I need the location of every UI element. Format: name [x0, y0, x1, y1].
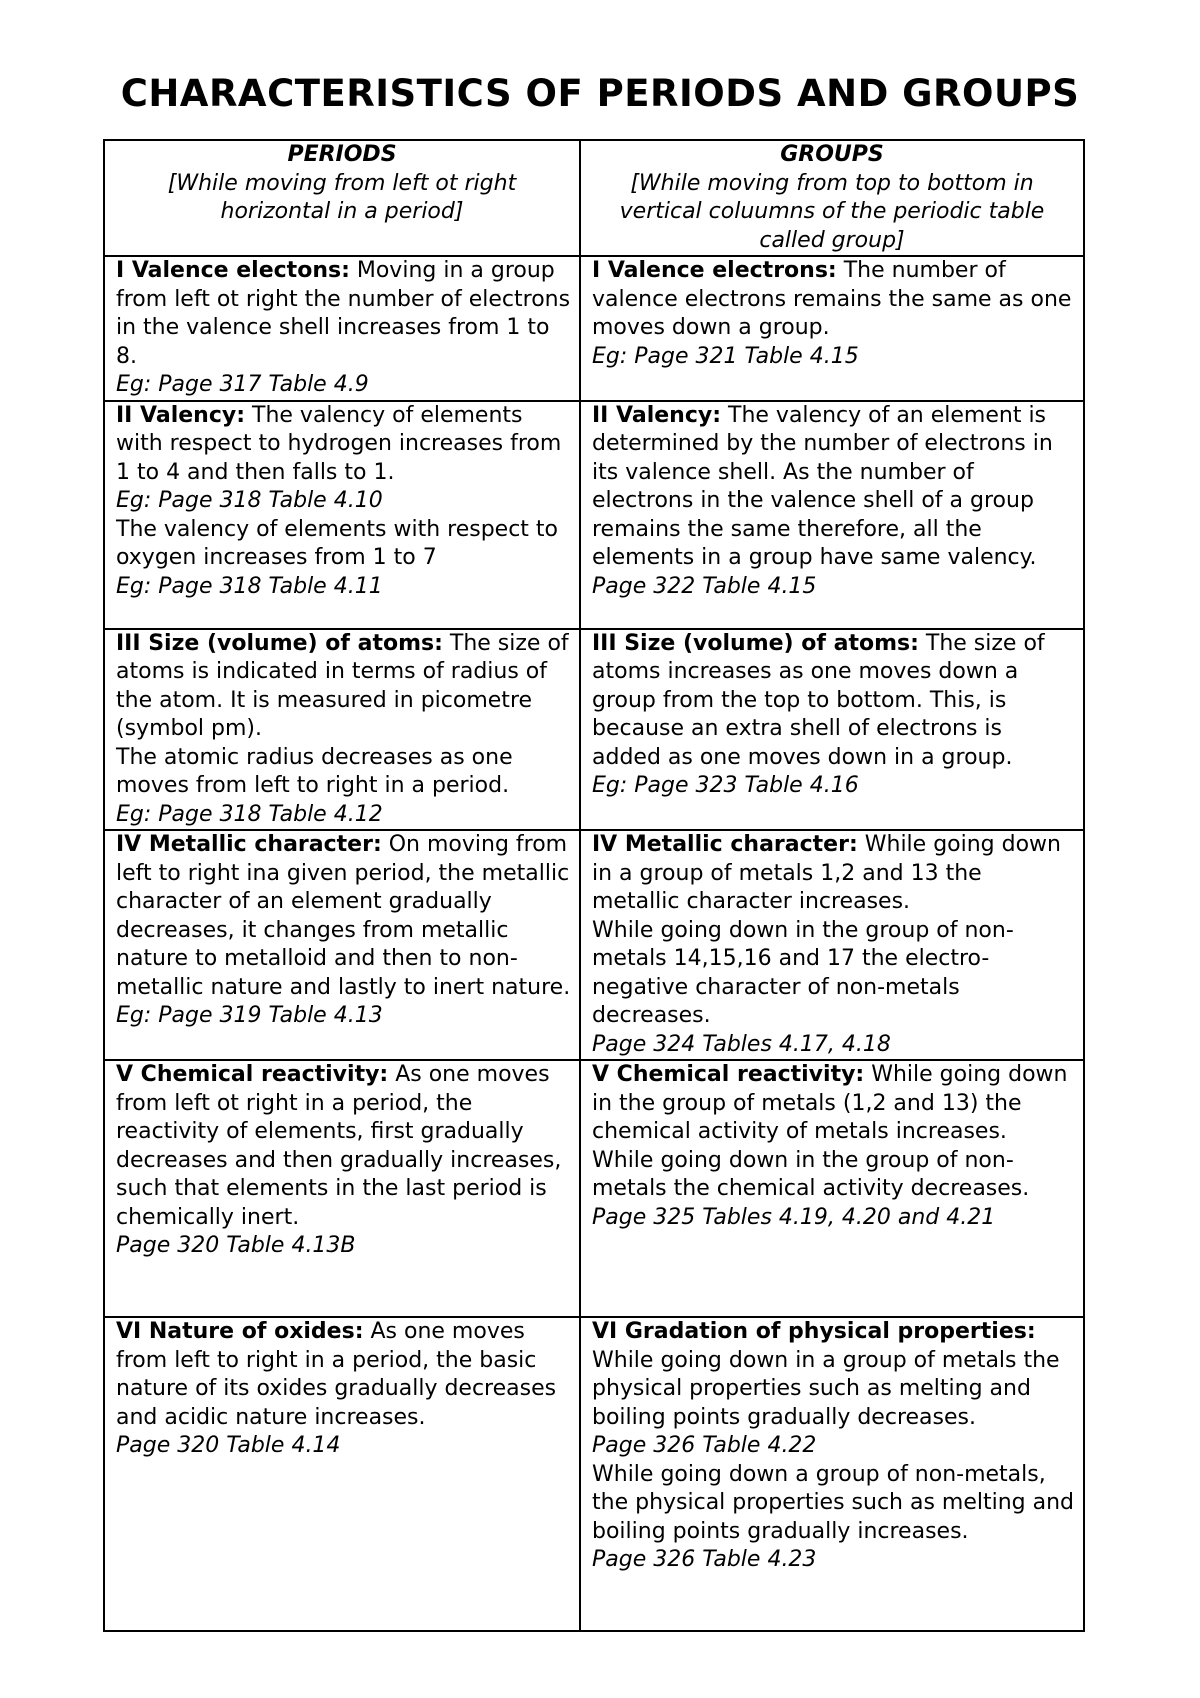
cell-reference-2: Eg: Page 318 Table 4.11 [116, 573, 383, 599]
periods-header-title: PERIODS [287, 142, 397, 167]
table-row [104, 256, 1084, 401]
cell-heading: V Chemical reactivity: [592, 1062, 865, 1087]
cell-reference-2: Page 324 Tables 4.17, 4.18 [592, 1031, 891, 1057]
cell-text: While going down in a group of metals 1,2 and 13 the metallic character increases. [592, 832, 1061, 914]
groups-header-subtitle: [While moving from top to bottom in vertical coluumns of the periodic table called group] [619, 170, 1045, 253]
cell-reference-2: Page 326 Table 4.23 [592, 1547, 817, 1572]
cell-heading: I Valence electons: [116, 258, 350, 283]
periods-header-subtitle: [While moving from left ot right horizontal in a period] [167, 170, 517, 224]
periods-header [104, 140, 580, 256]
cell-text: The number of valence electrons remains the same as one moves down a group. [592, 258, 1072, 340]
table-row [104, 629, 1084, 831]
groups-cell-reactivity [580, 1060, 1084, 1317]
cell-text: Moving in a group from left ot right the number of electrons in the valence shell increases from 1 to 8. [116, 258, 571, 369]
cell-reference: Page 320 Table 4.14 [116, 1433, 341, 1458]
cell-text: The valency of an element is determined by the number of electrons in its valence shell. As the number of electrons in the valence shell of a group remains the same therefore, all the elements in a group have same valency. [592, 402, 1053, 570]
periods-cell-oxides [104, 1317, 580, 1631]
groups-cell-size [580, 629, 1084, 831]
periods-cell-valence [104, 256, 580, 401]
cell-reference: Eg: Page 323 Table 4.16 [592, 773, 859, 798]
cell-text: The valency of elements with respect to hydrogen increases from 1 to 4 and then falls to 1. [116, 402, 562, 485]
cell-heading: IV Metallic character: [592, 832, 858, 857]
cell-reference: Page 322 Table 4.15 [592, 573, 817, 599]
cell-reference-2: Eg: Page 318 Table 4.12 [116, 801, 383, 827]
cell-heading: I Valence electrons: [592, 258, 837, 283]
groups-cell-metallic [580, 830, 1084, 1060]
periods-cell-valency [104, 401, 580, 629]
periods-cell-reactivity [104, 1060, 580, 1317]
cell-heading: V Chemical reactivity: [116, 1062, 389, 1087]
page-title: CHARACTERISTICS OF PERIODS AND GROUPS [120, 72, 1080, 115]
cell-heading: II Valency: [116, 402, 246, 428]
cell-text: While going down in a group of metals the physical properties such as melting and boiling points gradually decreases. [592, 1347, 1060, 1430]
cell-text-2: While going down in the group of non-metals 14,15,16 and 17 the electro-negative character of non-metals decreases. [592, 917, 1014, 1028]
cell-text: As one moves from left ot right in a period, the reactivity of elements, first gradually decreases and then gradually increases, such that elements in the last period is chemically inert. [116, 1062, 562, 1230]
groups-cell-valency [580, 401, 1084, 629]
cell-reference: Eg: Page 321 Table 4.15 [592, 343, 859, 369]
groups-cell-physical [580, 1317, 1084, 1631]
cell-reference-2: Page 325 Tables 4.19, 4.20 and 4.21 [592, 1204, 996, 1230]
table-header-row [104, 140, 1084, 256]
cell-text-2: The valency of elements with respect to oxygen increases from 1 to 7 [116, 516, 559, 570]
cell-text: The size of atoms increases as one moves down a group from the top to bottom. This, is because an extra shell of electrons is added as one moves down in a group. [592, 630, 1045, 770]
cell-text-2: The atomic radius decreases as one moves from left to right in a period. [116, 744, 513, 798]
comparison-table [103, 139, 1085, 1632]
cell-reference: Page 326 Table 4.22 [592, 1433, 817, 1458]
cell-heading: VI Gradation of physical properties: [592, 1319, 1036, 1344]
table-row [104, 1060, 1084, 1317]
cell-heading: III Size (volume) of atoms: [592, 630, 919, 656]
cell-reference: Eg: Page 317 Table 4.9 [116, 372, 369, 397]
cell-heading: IV Metallic character: [116, 832, 382, 857]
groups-header-title: GROUPS [780, 142, 884, 167]
groups-cell-valence [580, 256, 1084, 401]
cell-text-2: While going down in the group of non-metals the chemical activity decreases. [592, 1147, 1030, 1201]
table-row [104, 830, 1084, 1060]
cell-reference: Eg: Page 319 Table 4.13 [116, 1003, 383, 1028]
cell-heading: VI Nature of oxides: [116, 1319, 364, 1344]
cell-text: As one moves from left to right in a period, the basic nature of its oxides gradually decreases and acidic nature increases. [116, 1319, 557, 1430]
table-row [104, 1317, 1084, 1631]
cell-text: The size of atoms is indicated in terms of radius of the atom. It is measured in picometre (symbol pm). [116, 630, 569, 741]
periods-cell-metallic [104, 830, 580, 1060]
cell-reference: Page 320 Table 4.13B [116, 1233, 356, 1258]
cell-reference: Eg: Page 318 Table 4.10 [116, 488, 383, 513]
cell-heading: II Valency: [592, 402, 722, 428]
cell-text: On moving from left to right ina given period, the metallic character of an element gradually decreases, it changes from metallic nature to metalloid and then to non-metallic nature and lastly to inert nature. [116, 832, 571, 1000]
cell-text: While going down in the group of metals (1,2 and 13) the chemical activity of metals increases. [592, 1062, 1068, 1144]
groups-header [580, 140, 1084, 256]
table-row [104, 401, 1084, 629]
cell-heading: III Size (volume) of atoms: [116, 630, 443, 656]
periods-cell-size [104, 629, 580, 831]
cell-text-2: While going down a group of non-metals, the physical properties such as melting and boiling points gradually increases. [592, 1461, 1075, 1544]
